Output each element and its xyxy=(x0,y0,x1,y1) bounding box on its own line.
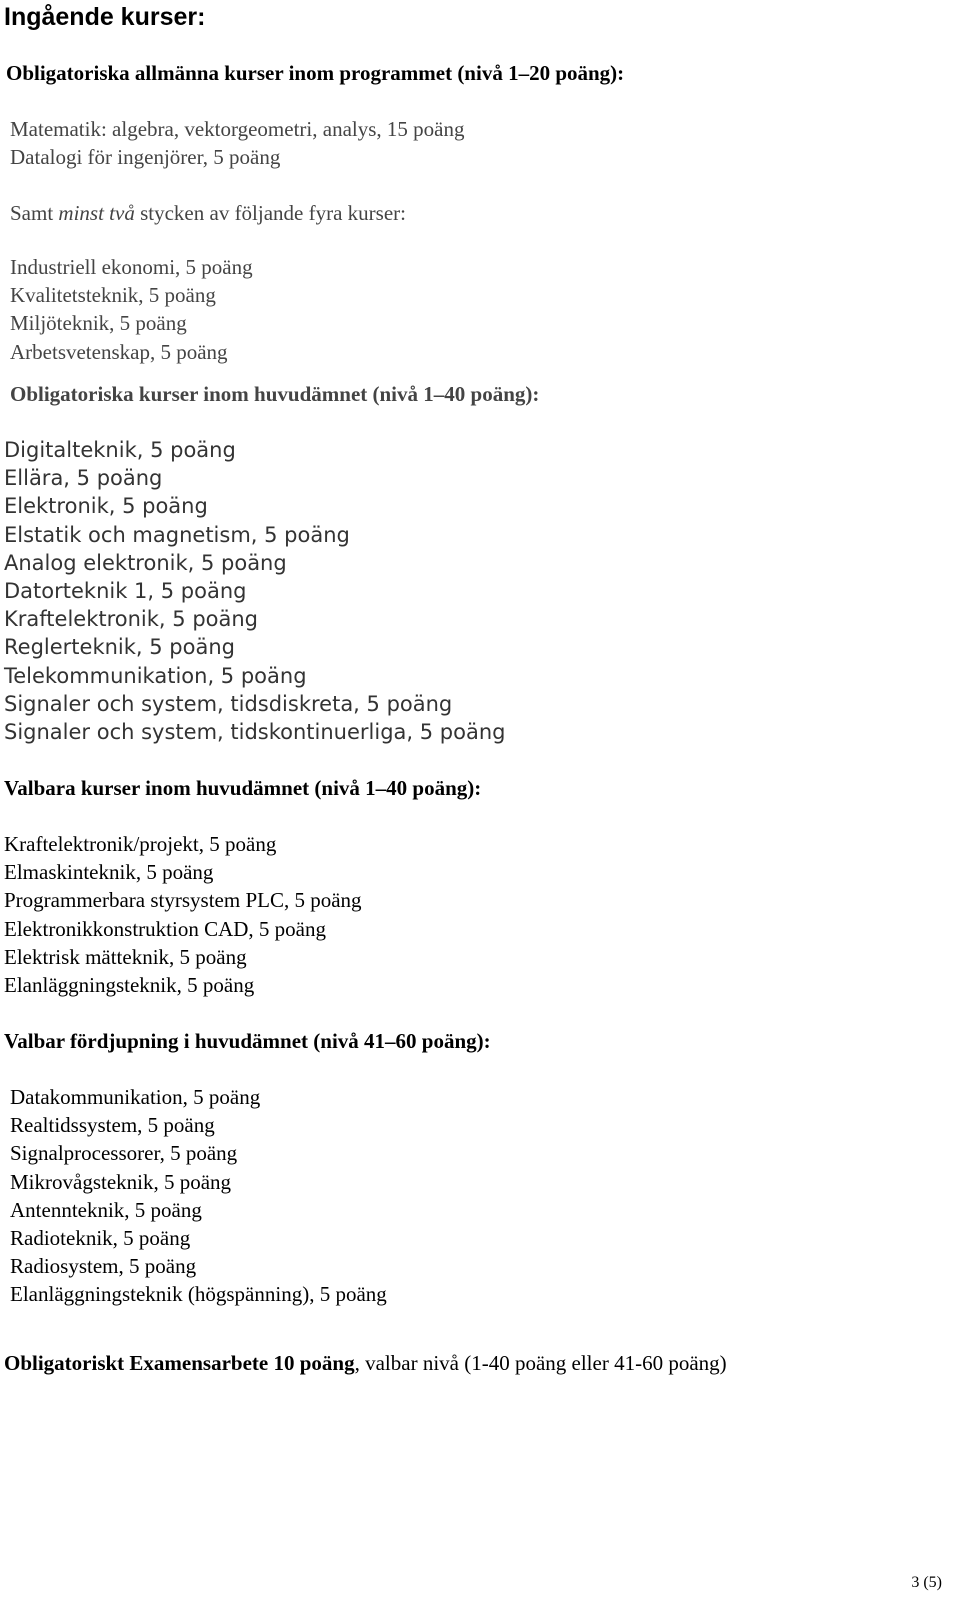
list-item: Kvalitetsteknik, 5 poäng xyxy=(10,283,216,308)
list-item: Signaler och system, tidskontinuerliga, 5 poäng xyxy=(4,720,506,745)
list-item: Signaler och system, tidsdiskreta, 5 poäng xyxy=(4,691,453,716)
list-item: Analog elektronik, 5 poäng xyxy=(4,550,287,575)
list-item: Antennteknik, 5 poäng xyxy=(10,1197,202,1222)
elective-deepening-list xyxy=(10,1083,387,1309)
list-item: Realtidssystem, 5 poäng xyxy=(10,1113,215,1138)
section-heading-elective-deepening: Valbar fördjupning i huvudämnet (nivå 41–60 poäng): xyxy=(4,1029,491,1053)
choice-course-list xyxy=(10,253,253,366)
list-item: Arbetsvetenskap, 5 poäng xyxy=(10,339,228,364)
list-item: Radiosystem, 5 poäng xyxy=(10,1254,197,1279)
list-item: Mikrovågsteknik, 5 poäng xyxy=(10,1169,232,1194)
list-item: Datorteknik 1, 5 poäng xyxy=(4,579,247,604)
list-item: Signalprocessorer, 5 poäng xyxy=(10,1141,238,1166)
list-item: Industriell ekonomi, 5 poäng xyxy=(10,255,253,279)
choice-instruction xyxy=(10,199,406,227)
list-item: Radioteknik, 5 poäng xyxy=(10,1226,191,1251)
list-item: Elstatik och magnetism, 5 poäng xyxy=(4,522,350,547)
section-heading-mandatory-main: Obligatoriska kurser inom huvudämnet (nivå 1–40 poäng): xyxy=(10,382,540,406)
list-item: Elektronik, 5 poäng xyxy=(4,494,208,519)
list-item: Datalogi för ingenjörer, 5 poäng xyxy=(10,145,281,170)
elective-main-list xyxy=(4,830,362,999)
section-heading-mandatory-general: Obligatoriska allmänna kurser inom programmet (nivå 1–20 poäng): xyxy=(6,61,625,85)
mandatory-general-list xyxy=(10,115,464,171)
list-item: Digitalteknik, 5 poäng xyxy=(4,438,236,462)
list-item: Kraftelektronik/projekt, 5 poäng xyxy=(4,832,277,856)
list-item: Ellära, 5 poäng xyxy=(4,466,163,491)
list-item: Telekommunikation, 5 poäng xyxy=(4,663,307,688)
thesis-rest: , valbar nivå (1-40 poäng eller 41-60 poäng) xyxy=(354,1351,727,1375)
section-heading-elective-main: Valbara kurser inom huvudämnet (nivå 1–40 poäng): xyxy=(4,776,482,800)
page-number: 3 (5) xyxy=(911,1574,942,1591)
list-item: Miljöteknik, 5 poäng xyxy=(10,311,187,336)
list-item: Elmaskinteknik, 5 poäng xyxy=(4,860,214,885)
list-item: Elanläggningsteknik, 5 poäng xyxy=(4,973,255,998)
list-item: Elektronikkonstruktion CAD, 5 poäng xyxy=(4,916,326,941)
list-item: Programmerbara styrsystem PLC, 5 poäng xyxy=(4,888,362,913)
list-item: Matematik: algebra, vektorgeometri, analys, 15 poäng xyxy=(10,117,465,141)
list-item: Reglerteknik, 5 poäng xyxy=(4,635,235,660)
list-item: Datakommunikation, 5 poäng xyxy=(10,1085,261,1109)
choice-emphasis: minst två xyxy=(58,201,135,225)
list-item: Elanläggningsteknik (högspänning), 5 poäng xyxy=(10,1282,387,1307)
list-item: Kraftelektronik, 5 poäng xyxy=(4,607,258,632)
page-title: Ingående kurser: xyxy=(4,3,206,31)
thesis-bold: Obligatoriskt Examensarbete 10 poäng xyxy=(4,1351,355,1375)
list-item: Elektrisk mätteknik, 5 poäng xyxy=(4,944,247,969)
choice-suffix: stycken av följande fyra kurser: xyxy=(134,201,406,225)
choice-prefix: Samt xyxy=(10,201,59,225)
thesis-line xyxy=(4,1348,727,1378)
mandatory-main-list xyxy=(4,436,505,746)
